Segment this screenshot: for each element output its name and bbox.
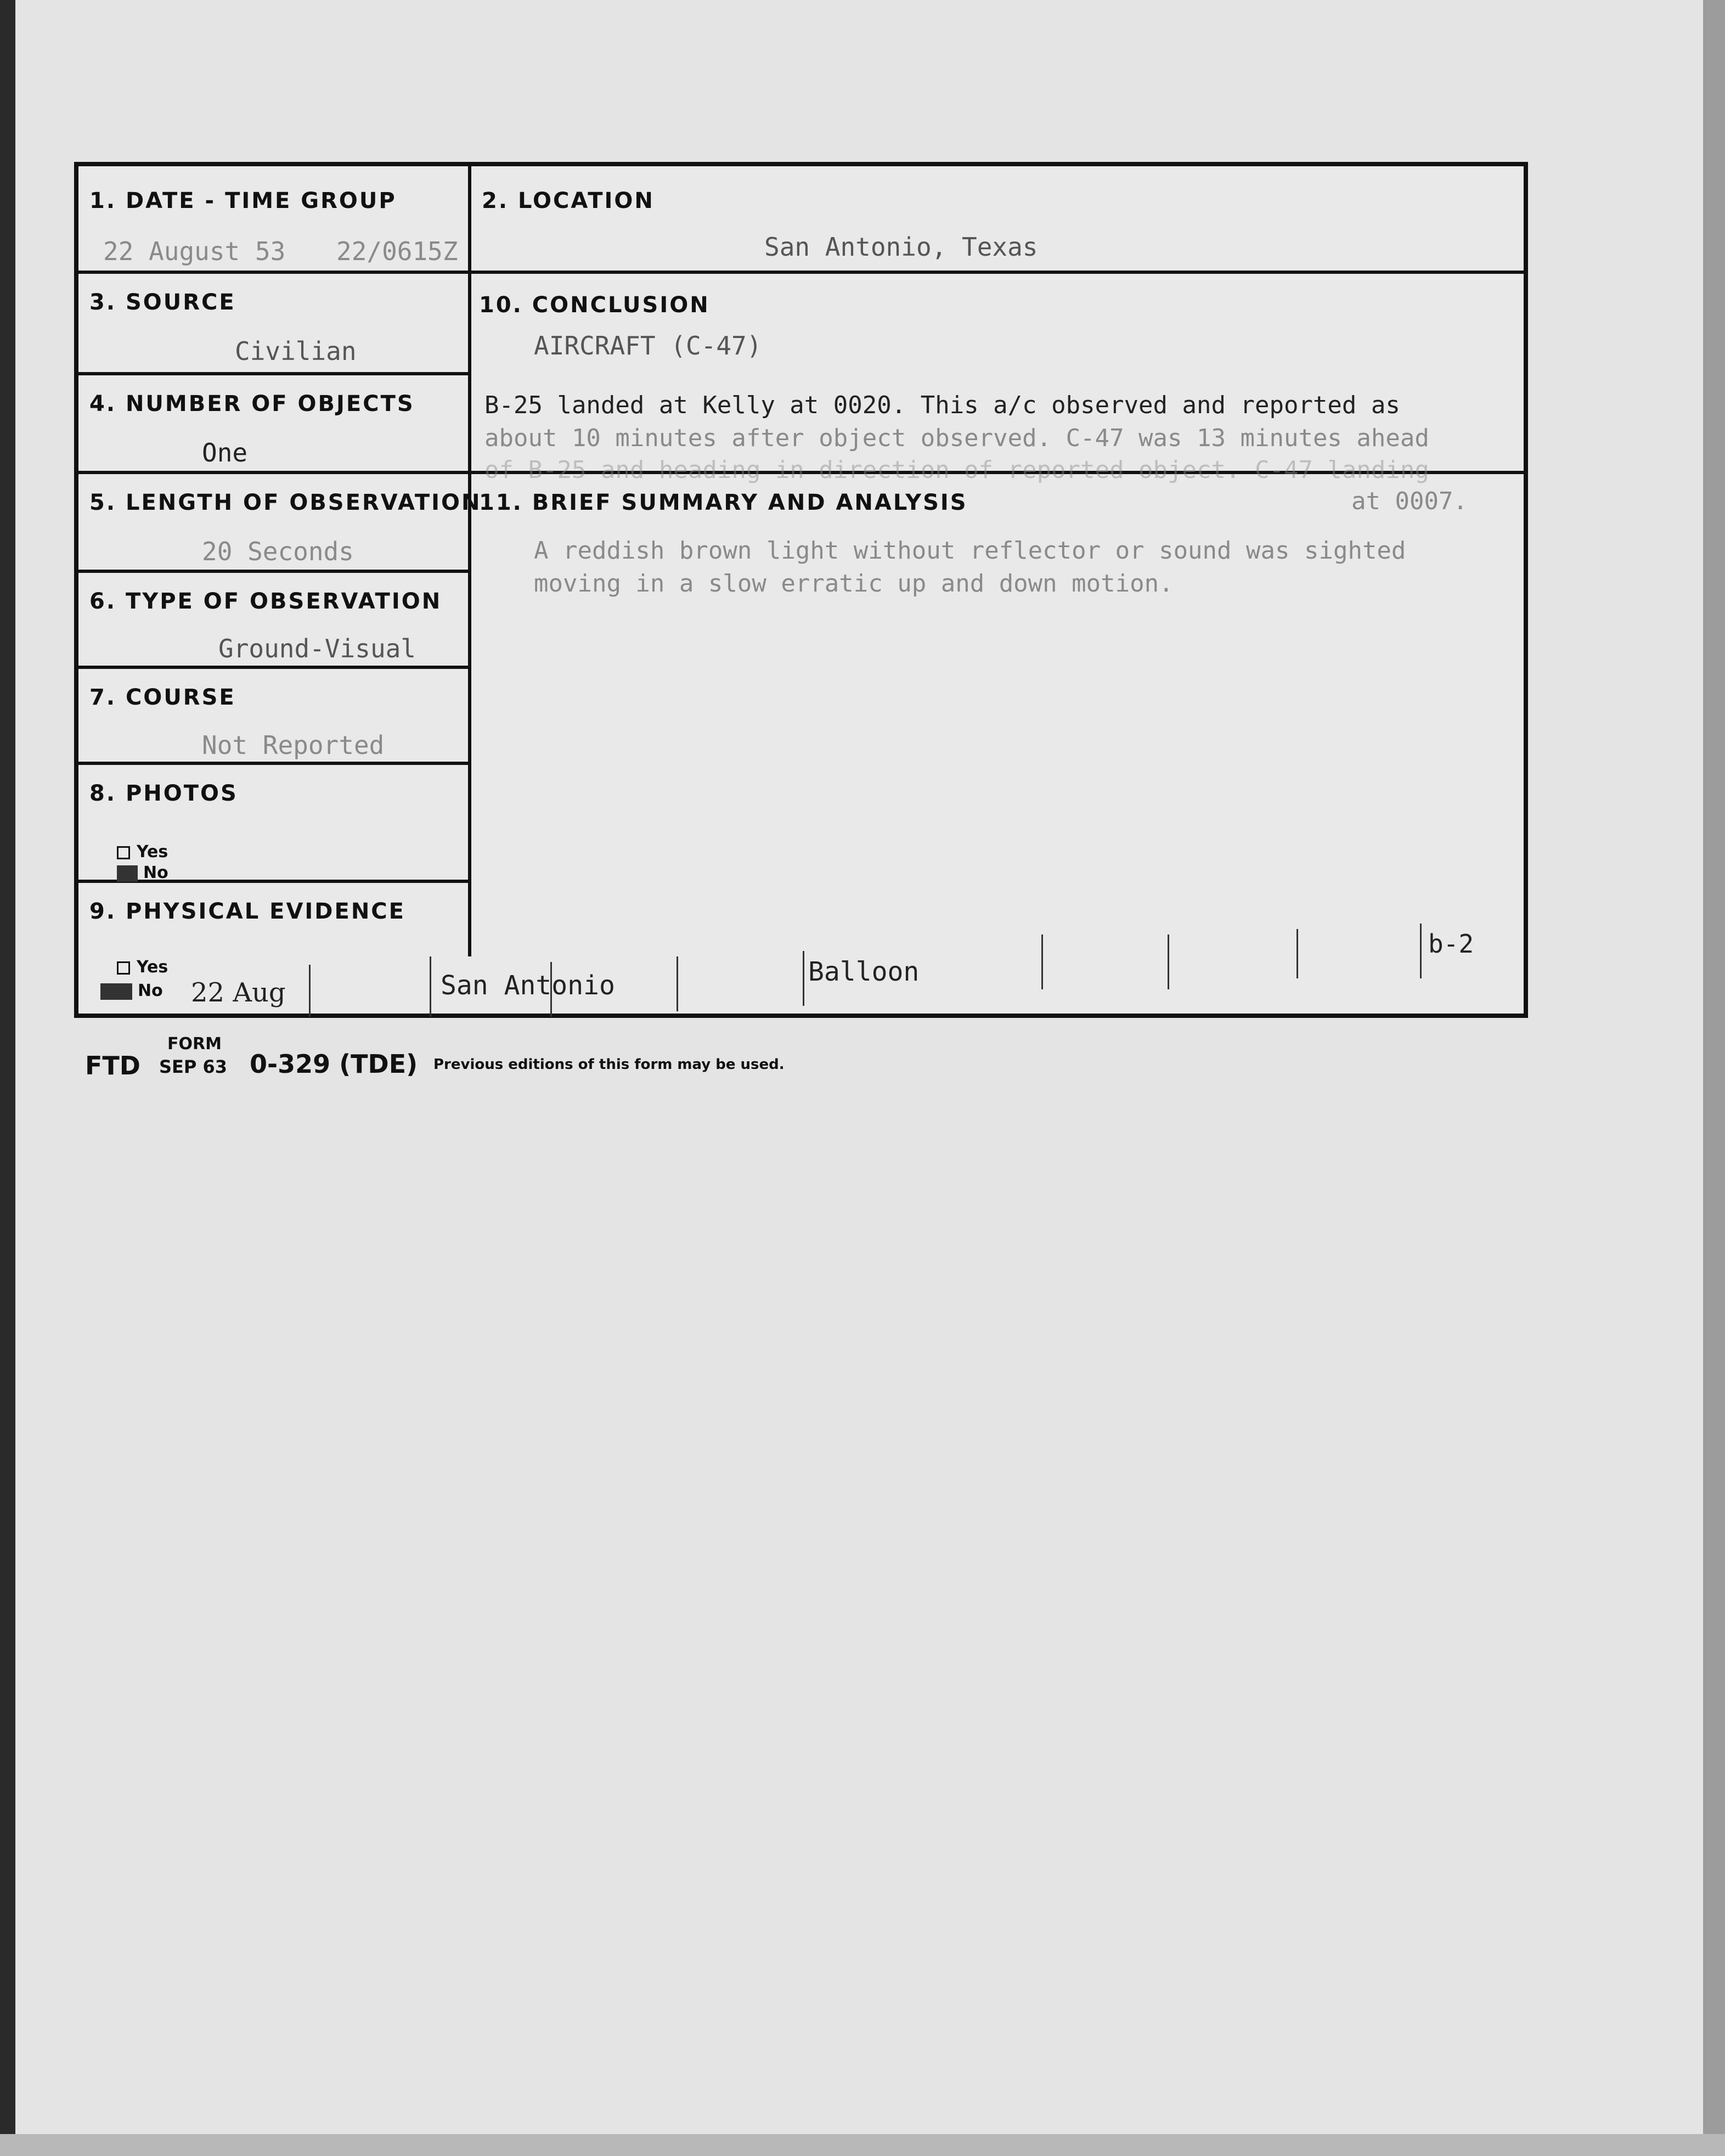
strip-tick-2	[430, 956, 431, 1017]
time-value: 22/0615Z	[336, 237, 458, 266]
column-divider	[468, 166, 471, 956]
strip-tick-5	[803, 951, 804, 1006]
footer-ftd: FTD	[85, 1051, 140, 1080]
footer-form-number: 0-329 (TDE)	[250, 1049, 418, 1079]
length-of-observation-value: 20 Seconds	[202, 537, 354, 566]
summary-label: 11. BRIEF SUMMARY AND ANALYSIS	[479, 490, 968, 515]
evidence-no-text: No	[138, 981, 163, 1000]
strip-tick-1	[309, 965, 311, 1017]
strip-evaluation: Balloon	[808, 956, 920, 987]
strip-tick-6	[1041, 935, 1043, 989]
scan-edge-left	[0, 0, 15, 2156]
strip-tick-8	[1296, 929, 1298, 978]
evidence-no-option	[100, 981, 163, 1000]
row-divider-2	[78, 372, 471, 375]
source-value: Civilian	[235, 336, 357, 366]
conclusion-note-line-4: at 0007.	[1351, 487, 1468, 515]
conclusion-note-line-1: B-25 landed at Kelly at 0020. This a/c observed and reported as	[484, 391, 1400, 419]
type-of-observation-label: 6. TYPE OF OBSERVATION	[89, 589, 442, 614]
scan-edge-right	[1703, 0, 1725, 2156]
conclusion-value: AIRCRAFT (C-47)	[534, 331, 762, 361]
footer-form-word: FORM	[167, 1034, 222, 1054]
source-label: 3. SOURCE	[89, 290, 236, 315]
location-value: San Antonio, Texas	[764, 232, 1038, 262]
conclusion-label: 10. CONCLUSION	[479, 292, 710, 318]
course-label: 7. COURSE	[89, 685, 236, 710]
number-of-objects-label: 4. NUMBER OF OBJECTS	[89, 391, 415, 416]
footer-date: SEP 63	[159, 1056, 228, 1077]
summary-line-2: moving in a slow erratic up and down motion.	[534, 570, 1174, 598]
conclusion-note-line-2: about 10 minutes after object observed. C-47 was 13 minutes ahead	[484, 424, 1429, 452]
row-divider-1	[78, 271, 471, 274]
course-value: Not Reported	[202, 730, 385, 760]
footer-note: Previous editions of this form may be used.	[433, 1056, 785, 1073]
row-divider-3	[78, 471, 471, 474]
photos-label: 8. PHOTOS	[89, 781, 238, 806]
row-divider-4	[78, 570, 471, 573]
location-label: 2. LOCATION	[482, 188, 655, 213]
evidence-yes-option	[117, 958, 168, 977]
row-divider-6	[78, 762, 471, 765]
photos-yes-text: Yes	[137, 842, 168, 862]
location-divider	[468, 271, 1527, 274]
scan-edge-bottom	[0, 2134, 1725, 2156]
date-value: 22 August 53	[103, 237, 286, 266]
strip-date: 22 Aug	[191, 977, 286, 1008]
physical-evidence-label: 9. PHYSICAL EVIDENCE	[89, 899, 405, 924]
strip-tick-4	[677, 956, 678, 1011]
strip-place: San Antonio	[441, 970, 615, 1001]
photos-yes-checkbox	[117, 846, 130, 859]
strip-tick-7	[1168, 935, 1169, 989]
photos-no-checkbox-marked	[117, 865, 138, 882]
strip-tick-9	[1420, 924, 1422, 978]
photos-no-option	[117, 863, 168, 882]
summary-line-1: A reddish brown light without reflector or sound was sighted	[534, 537, 1406, 565]
length-of-observation-label: 5. LENGTH OF OBSERVATION	[89, 490, 482, 515]
number-of-objects-value: One	[202, 438, 248, 468]
date-time-group-label: 1. DATE - TIME GROUP	[89, 188, 397, 213]
evidence-yes-checkbox	[117, 961, 130, 975]
photos-yes-option	[117, 842, 168, 862]
row-divider-5	[78, 666, 471, 669]
type-of-observation-value: Ground-Visual	[218, 634, 416, 663]
photos-no-text: No	[143, 863, 168, 882]
evidence-no-checkbox-marked	[100, 983, 132, 1000]
evidence-yes-text: Yes	[137, 958, 168, 977]
conclusion-note-line-3: of B-25 and heading in direction of reported object. C-47 landing	[484, 456, 1429, 484]
record-card-form	[74, 162, 1528, 1018]
strip-code: b-2	[1428, 929, 1474, 959]
